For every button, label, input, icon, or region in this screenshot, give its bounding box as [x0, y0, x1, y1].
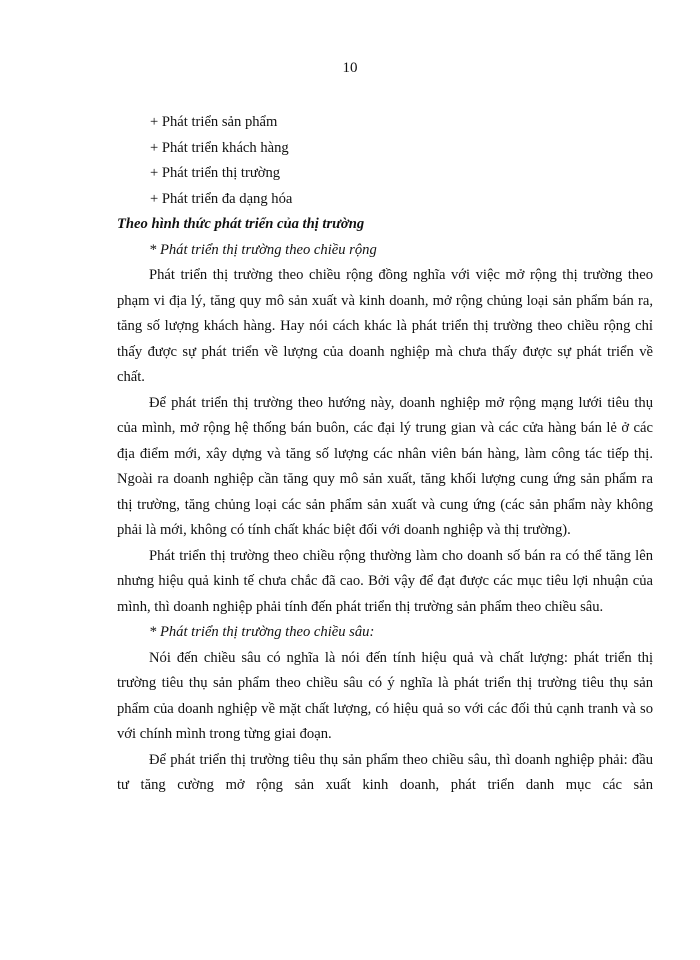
section-heading: Theo hình thức phát triển của thị trường: [117, 216, 365, 232]
paragraph: Nói đến chiều sâu có nghĩa là nói đến tính hiệu quả và chất lượng: phát triển thị trường tiêu thụ sản phẩm theo chiều sâu có ý nghĩa là phát triển thị trường tiêu thụ sản phẩm của doanh nghiệp về mặt chất lượng, có hiệu quả so với các đối thủ cạnh tranh và so với chính mình trong từng giai đoạn.: [117, 649, 653, 742]
bullet-item: + Phát triển đa dạng hóa: [150, 190, 293, 207]
document-body: [117, 110, 653, 799]
subheading-depth: * Phát triển thị trường theo chiều sâu:: [149, 624, 375, 640]
paragraph: Phát triển thị trường theo chiều rộng thường làm cho doanh số bán ra có thể tăng lên nhưng hiệu quả kinh tế chưa chắc đã cao. Bởi vậy để đạt được các mục tiêu lợi nhuận của mình, thì doanh nghiệp phải tính đến phát triển thị trường sản phẩm theo chiều sâu.: [117, 547, 653, 615]
bullet-item: + Phát triển khách hàng: [150, 139, 289, 156]
bullet-item: + Phát triển sản phẩm: [150, 114, 278, 130]
paragraph: Để phát triển thị trường tiêu thụ sản phẩm theo chiều sâu, thì doanh nghiệp phải: đầu tư tăng cường mở rộng sản xuất kinh doanh, phát triển danh mục các sản: [117, 751, 653, 793]
subheading-breadth: * Phát triển thị trường theo chiều rộng: [149, 241, 377, 258]
paragraph: Để phát triển thị trường theo hướng này, doanh nghiệp mở rộng mạng lưới tiêu thụ của mình, mở rộng hệ thống bán buôn, các đại lý trung gian và các cửa hàng bán lẻ ở các địa điểm mới, xây dựng và tăng số lượng các nhân viên bán hàng, làm công tác tiếp thị. Ngoài ra doanh nghiệp cần tăng quy mô sản xuất, tăng khối lượng cung ứng sản phẩm ra thị trường, tăng chủng loại các sản phẩm sản xuất và cung ứng (các sản phẩm này không phải là mới, không có tính chất khác biệt đối với doanh nghiệp và thị trường).: [117, 394, 653, 538]
page-number: 10: [342, 60, 358, 76]
bullet-item: + Phát triển thị trường: [150, 165, 281, 181]
paragraph: Phát triển thị trường theo chiều rộng đồng nghĩa với việc mở rộng thị trường theo phạm vi địa lý, tăng quy mô sản xuất và kinh doanh, mở rộng chủng loại sản phẩm bán ra, tăng số lượng khách hàng. Hay nói cách khác là phát triển thị trường theo chiều rộng chỉ thấy được sự phát triển về lượng của doanh nghiệp mà chưa thấy được sự phát triển về chất.: [117, 267, 653, 385]
